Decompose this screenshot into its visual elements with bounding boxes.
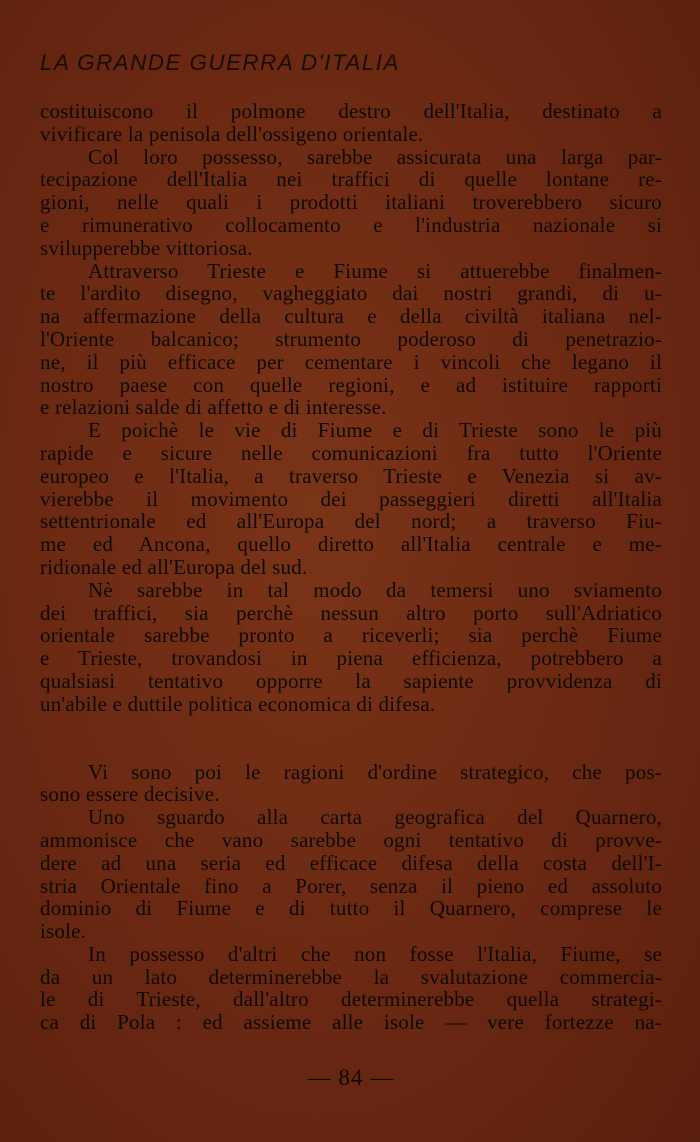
text-line: costituiscono il polmone destro dell'Italia, destinato a	[40, 99, 662, 123]
text-line: tecipazione dell'Italia nei traffici di quelle lontane re-	[40, 167, 662, 192]
text-line: ne, il più efficace per cementare i vincoli che legano il	[40, 349, 662, 374]
text-line: e rimunerativo collocamento e l'industria nazionale si	[40, 212, 662, 237]
text-line: isole.	[40, 919, 87, 944]
text-line: na affermazione della cultura e della civiltà italiana nel-	[40, 304, 662, 329]
paragraph	[40, 943, 662, 1034]
text-line: europeo e l'Italia, a traverso Trieste e Venezia si av-	[40, 463, 662, 488]
running-head: LA GRANDE GUERRA D'ITALIA	[40, 50, 400, 75]
text-line: ammonisce che vano sarebbe ogni tentativo di provve-	[40, 827, 662, 852]
text-line: settentrionale ed all'Europa del nord; a traverso Fiu-	[40, 509, 662, 534]
paragraph	[40, 419, 662, 579]
text-line: Nè sarebbe in tal modo da temersi uno sviamento	[88, 577, 662, 602]
book-page	[40, 0, 662, 1142]
text-line: e Trieste, trovandosi in piena efficienza, potrebbero a	[40, 646, 662, 671]
text-line: dominio di Fiume e di tutto il Quarnero, comprese le	[40, 896, 662, 921]
text-line: qualsiasi tentativo opporre la sapiente provvidenza di	[40, 668, 662, 693]
text-line: dei traffici, sia perchè nessun altro porto sull'Adriatico	[40, 600, 662, 625]
text-line: rapide e sicure nelle comunicazioni fra tutto l'Oriente	[40, 440, 662, 465]
text-line: da un lato determinerebbe la svalutazione commercia-	[40, 964, 662, 989]
paragraph	[40, 579, 662, 716]
text-line: E poichè le vie di Fiume e di Trieste sono le più	[88, 418, 662, 443]
text-line: stria Orientale fino a Porer, senza il pieno ed assoluto	[40, 873, 662, 898]
body-text	[40, 100, 662, 1034]
text-line: vierebbe il movimento dei passeggieri diretti all'Italia	[40, 486, 662, 511]
text-line: svilupperebbe vittoriosa.	[40, 235, 253, 260]
text-line: e relazioni salde di affetto e di interesse.	[40, 395, 387, 420]
paragraph	[40, 260, 662, 420]
paragraph	[40, 806, 662, 943]
page-number: — 84 —	[307, 1065, 395, 1090]
text-line: un'abile e duttile politica economica di difesa.	[40, 691, 436, 716]
paragraph-gap	[40, 716, 662, 761]
paragraph	[40, 100, 662, 146]
paragraph	[40, 146, 662, 260]
text-line: me ed Ancona, quello diretto all'Italia centrale e me-	[40, 532, 662, 557]
text-line: le di Trieste, dall'altro determinerebbe quella strategi-	[40, 987, 662, 1012]
text-line: vivificare la penisola dell'ossigeno orientale.	[40, 121, 424, 146]
text-line: ridionale ed all'Europa del sud.	[40, 554, 308, 579]
text-line: ca di Pola : ed assieme alle isole — vere fortezze na-	[40, 1010, 662, 1035]
text-line: In possesso d'altri che non fosse l'Italia, Fiume, se	[88, 941, 662, 966]
text-line: nostro paese con quelle regioni, e ad istituire rapporti	[40, 372, 662, 397]
text-line: orientale sarebbe pronto a riceverli; sia perchè Fiume	[40, 623, 662, 648]
text-line: Vi sono poi le ragioni d'ordine strategico, che pos-	[88, 759, 662, 784]
text-line: dere ad una seria ed efficace difesa della costa dell'I-	[40, 850, 662, 875]
text-line: Attraverso Trieste e Fiume si attuerebbe finalmen-	[88, 258, 662, 283]
text-line: Uno sguardo alla carta geografica del Quarnero,	[88, 805, 662, 830]
text-line: Col loro possesso, sarebbe assicurata una larga par-	[88, 144, 662, 169]
text-line: l'Oriente balcanico; strumento poderoso di penetrazio-	[40, 326, 662, 351]
text-line: gioni, nelle quali i prodotti italiani troverebbero sicuro	[40, 190, 662, 215]
paragraph	[40, 761, 662, 807]
text-line: sono essere decisive.	[40, 782, 220, 807]
text-line: te l'ardito disegno, vagheggiato dai nostri grandi, di u-	[40, 281, 662, 306]
